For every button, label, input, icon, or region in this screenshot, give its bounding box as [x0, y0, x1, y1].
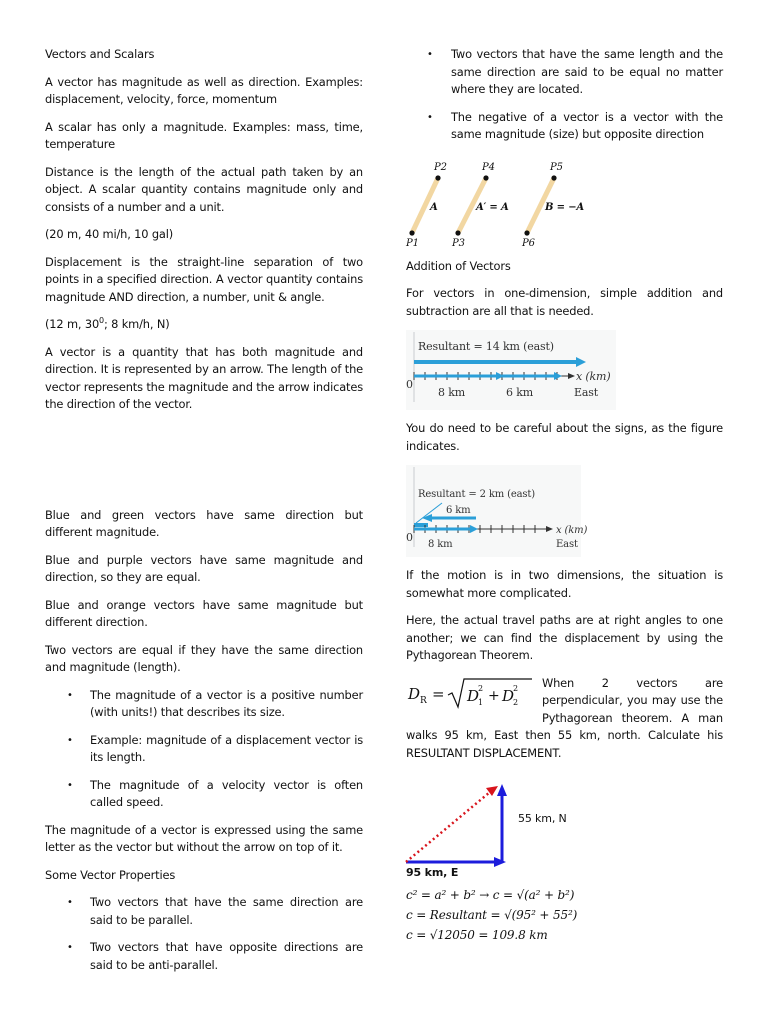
equation-answer: c = √12050 = 109.8 km	[406, 928, 548, 942]
paragraph-equal-vectors: Two vectors are equal if they have the same direction and magnitude (length).	[45, 642, 363, 674]
point-p5	[551, 175, 556, 180]
paragraph-right-angles: Here, the actual travel paths are at right angles to one another; we can find the displacement by using the Pythagorean Theorem.	[406, 613, 723, 662]
point-p6	[524, 230, 529, 235]
point-p1	[409, 230, 414, 235]
paragraph-distance: Distance is the length of the actual path taken by an object. A scalar quantity contains magnitude only and consists of a number and a unit.	[45, 164, 363, 214]
perpendicular-section	[406, 675, 723, 763]
svg-text:+: +	[488, 687, 500, 704]
axis-label: x (km)	[576, 370, 611, 383]
svg-text:1: 1	[478, 697, 483, 707]
label-vector-a-prime: A′ = A	[476, 201, 509, 213]
paragraph-two-dimensions: If the motion is in two dimensions, the situation is somewhat more complicated.	[406, 568, 723, 600]
bullet-icon: •	[427, 111, 433, 123]
svg-text:D: D	[502, 686, 514, 705]
right-triangle-figure	[406, 780, 606, 879]
equation-pythagoras: c² = a² + b² → c = √(a² + b²)	[406, 888, 575, 902]
list-item: • Example: magnitude of a displacement vector is its length.	[67, 732, 363, 764]
direction-label: East	[574, 386, 599, 399]
paragraph-one-dimension: For vectors in one-dimension, simple addition and subtraction are all that is needed.	[406, 286, 723, 318]
paragraph-displacement: Displacement is the straight-line separation of two points in a specified direction. A vector quantity contains magnitude AND direction, a number, unit & angle.	[45, 254, 363, 304]
paragraph-perpendicular: When 2 vectors are perpendicular, you may use the Pythagorean theorem. A man walks 95 km, East then 55 km, north. Calculate his RESULTANT DISPLACEMENT.	[406, 675, 723, 760]
section-title-addition: Addition of Vectors	[406, 258, 511, 273]
resultant-label: Resultant = 2 km (east)	[418, 489, 536, 500]
resultant-label: Resultant = 14 km (east)	[418, 340, 554, 353]
origin-label: 0	[406, 378, 413, 391]
list-item: • The magnitude of a vector is a positive number (with units!) that describes its size.	[67, 687, 363, 719]
list-item: • Two vectors that have opposite directions are said to be anti-parallel.	[67, 940, 363, 972]
svg-text:2: 2	[513, 683, 518, 693]
bullet-icon: •	[67, 942, 73, 953]
equation-resultant: c = Resultant = √(95² + 55²)	[406, 908, 578, 922]
paragraph-careful-signs: You do need to be careful about the signs, as the figure indicates.	[406, 421, 723, 453]
bullet-icon: •	[427, 49, 433, 60]
paragraph-magnitude-letter: The magnitude of a vector is expressed using the same letter as the vector but without the arrow on top of it.	[45, 822, 363, 854]
label-p1: P1	[406, 237, 419, 249]
right-column	[406, 46, 723, 945]
paragraph-distance-example: (20 m, 40 mi/h, 10 gal)	[45, 227, 174, 241]
svg-text:2: 2	[513, 697, 518, 707]
svg-text:D: D	[408, 684, 420, 703]
bullet-icon: •	[67, 734, 73, 746]
blank-space	[45, 424, 363, 507]
segment-6km-label: 6 km	[446, 505, 471, 516]
solution-equations	[406, 885, 723, 945]
svg-text:R: R	[420, 695, 427, 706]
direction-label: East	[556, 539, 578, 550]
axis-label: x (km)	[556, 525, 588, 536]
svg-text:2: 2	[478, 683, 483, 693]
point-p4	[483, 175, 488, 180]
paragraph-arrow-representation: A vector is a quantity that has both magnitude and direction. It is represented by an arrow. The length of the vector represents the magnitude and the arrow indicates the direction of the vector.	[45, 344, 363, 411]
north-label: 55 km, N	[518, 812, 567, 825]
point-p3	[455, 230, 460, 235]
left-column	[45, 46, 363, 984]
list-item: • The magnitude of a velocity vector is often called speed.	[67, 777, 363, 809]
equal-negative-vectors-figure	[406, 156, 596, 248]
label-p6: P6	[522, 237, 535, 249]
list-item: • Two vectors that have the same length and the same direction are said to be equal no matter where they are located.	[427, 47, 723, 96]
label-vector-a: A	[430, 201, 438, 213]
segment-8km-label: 8 km	[438, 386, 465, 399]
label-p4: P4	[482, 161, 495, 173]
label-p5: P5	[550, 161, 563, 173]
paragraph-displacement-example: (12 m, $30^0$; 8 km/h, N)	[45, 316, 170, 331]
svg-text:=: =	[432, 684, 445, 703]
section-title-vectors-scalars: Vectors and Scalars	[45, 47, 155, 61]
paragraph-blue-green: Blue and green vectors have same direction but different magnitude.	[45, 507, 363, 539]
section-title-vector-properties: Some Vector Properties	[45, 867, 176, 882]
paragraph-scalar-def: A scalar has only a magnitude. Examples: mass, time, temperature	[45, 119, 363, 151]
paragraph-blue-purple: Blue and purple vectors have same magnitude and direction, so they are equal.	[45, 552, 363, 584]
bullet-icon: •	[67, 779, 73, 791]
segment-8km-label: 8 km	[428, 539, 453, 550]
resultant-vector	[406, 792, 490, 862]
origin-label: 0	[406, 531, 413, 544]
point-p2	[435, 175, 440, 180]
paragraph-blue-orange: Blue and orange vectors have same magnitude but different direction.	[45, 597, 363, 629]
label-vector-b: B = −A	[545, 201, 585, 213]
formula-resultant	[406, 675, 534, 713]
paragraph-vector-def: A vector has magnitude as well as direction. Examples: displacement, velocity, force, momentum	[45, 74, 363, 106]
addition-same-direction-figure	[406, 330, 616, 410]
east-label: 95 km, E	[406, 866, 459, 879]
segment-6km-label: 6 km	[506, 386, 533, 399]
svg-text:D: D	[467, 686, 479, 705]
bullet-icon: •	[67, 897, 73, 908]
addition-opposite-direction-figure	[406, 465, 588, 557]
list-item: • Two vectors that have the same direction are said to be parallel.	[67, 895, 363, 927]
bullet-icon: •	[67, 689, 73, 701]
label-p3: P3	[452, 237, 465, 249]
label-p2: P2	[434, 161, 447, 173]
list-item: • The negative of a vector is a vector with the same magnitude (size) but opposite direction	[427, 109, 723, 141]
